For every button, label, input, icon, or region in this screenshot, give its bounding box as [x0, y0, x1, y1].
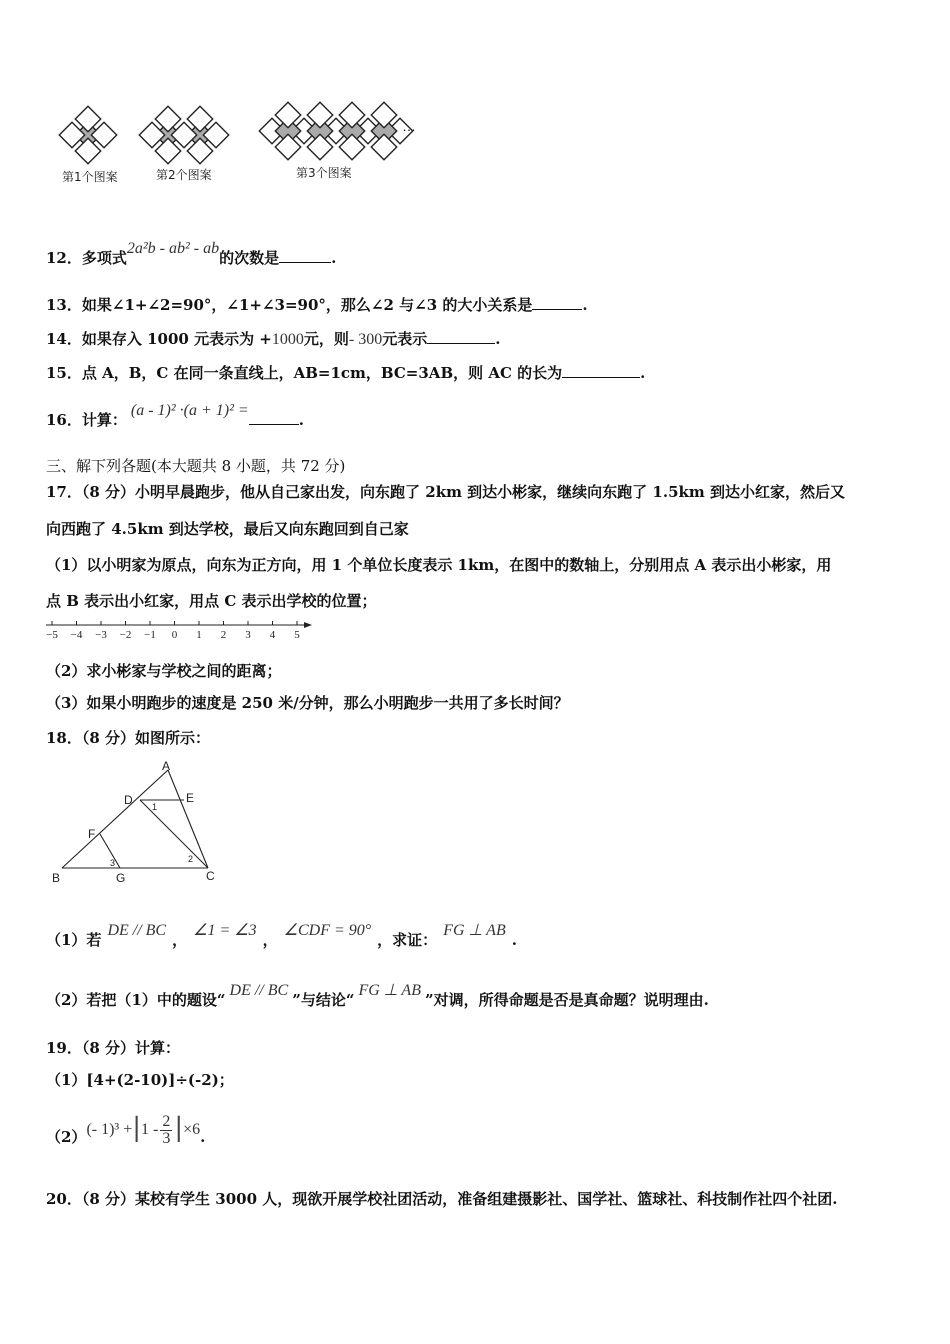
- pattern-ellipsis: …: [402, 118, 416, 134]
- angle-label-2: 2: [188, 854, 194, 864]
- q18-part-1-end: .: [511, 931, 517, 949]
- question-16: [46, 402, 304, 431]
- q18-sep-2: ，: [262, 931, 278, 949]
- tick-label: 1: [196, 629, 202, 641]
- answer-blank[interactable]: [249, 410, 299, 425]
- q16-end: .: [298, 411, 304, 429]
- answer-blank[interactable]: [279, 248, 331, 263]
- q13-end: .: [582, 296, 588, 314]
- answer-blank[interactable]: [427, 329, 495, 344]
- fraction-numerator: 2: [162, 1112, 171, 1130]
- q18-condition-1: DE // BC: [107, 922, 167, 939]
- q18-part-2-condition: DE // BC: [229, 982, 289, 999]
- q12-expression: 2a²b - ab² - ab: [126, 240, 220, 257]
- q17-line-2: 向西跑了 4.5km 到达学校，最后又向东跑回到自己家: [46, 520, 409, 538]
- q19-part-2-end: .: [200, 1128, 206, 1146]
- q19-part-2-term-a: (- 1)³ +: [86, 1121, 133, 1138]
- q16-prefix: 16．计算：: [46, 411, 127, 429]
- caption-pattern-2: 第2个图案: [156, 168, 212, 182]
- q18-condition-2: ∠1 = ∠3: [193, 922, 257, 939]
- q19-part-2-term-b: 1 -: [141, 1121, 159, 1138]
- q19-part-2-prefix: （2）: [46, 1128, 87, 1146]
- caption-pattern-3: 第3个图案: [296, 166, 352, 180]
- tick-label: −4: [70, 629, 83, 641]
- q17-part-1-line-2: 点 B 表示出小红家，用点 C 表示出学校的位置；: [46, 592, 377, 610]
- question-15: [46, 363, 645, 383]
- q18-part-2-suffix: ”对调，所得命题是否是真命题？说明理由.: [424, 991, 709, 1009]
- q18-part-1-prefix: （1）若: [46, 931, 102, 949]
- q14-number-1: 1000: [271, 331, 304, 348]
- q19-right-paren: |: [174, 1113, 184, 1143]
- q12-prefix: 12．多项式: [46, 249, 127, 267]
- q16-expression: (a - 1)² ·(a + 1)² =: [130, 402, 249, 419]
- label-f: F: [88, 827, 96, 841]
- q14-number-2: - 300: [348, 331, 383, 348]
- pattern-figure: [50, 95, 430, 195]
- angle-label-1: 1: [152, 802, 158, 812]
- label-a: A: [162, 760, 171, 773]
- q18-part-2-goal: FG ⊥ AB: [358, 982, 421, 999]
- q17-part-3: （3）如果小明跑步的速度是 250 米/分钟，那么小明跑步一共用了多长时间？: [46, 694, 569, 712]
- q13-text: 13．如果∠1+∠2=90°，∠1+∠3=90°，那么∠2 与∠3 的大小关系是: [46, 296, 533, 314]
- q18-part-1: [46, 922, 517, 951]
- pattern-1: [59, 106, 116, 163]
- q17-part-1-line-1: （1）以小明家为原点，向东为正方向，用 1 个单位长度表示 1km，在图中的数轴上，分别用点 A 表示出小彬家，用: [46, 556, 832, 574]
- q19-fraction: [160, 1114, 172, 1147]
- tick-label: 4: [269, 629, 276, 641]
- label-g: G: [116, 871, 126, 885]
- q14-mid: 元，则: [303, 330, 349, 348]
- answer-blank[interactable]: [562, 363, 640, 378]
- q14-end: .: [495, 330, 501, 348]
- segment-ab: [62, 770, 168, 868]
- axis-arrow: [304, 622, 312, 628]
- tick-label: −1: [144, 629, 156, 641]
- q18-condition-3: ∠CDF = 90°: [283, 922, 372, 939]
- q18-goal: FG ⊥ AB: [443, 922, 506, 939]
- label-b: B: [52, 871, 61, 885]
- pattern-2: [139, 106, 228, 163]
- q12-suffix: 的次数是: [219, 249, 280, 267]
- label-c: C: [206, 869, 215, 883]
- answer-blank[interactable]: [532, 295, 582, 310]
- q18-title: 18．（8 分）如图所示：: [46, 729, 211, 747]
- q18-part-2-mid: ”与结论“: [292, 991, 355, 1009]
- tick-label: −2: [119, 629, 132, 641]
- caption-pattern-1: 第1个图案: [62, 170, 118, 184]
- angle-label-3: 3: [110, 858, 116, 868]
- tick-label: 0: [171, 629, 178, 641]
- tick-label: 5: [294, 629, 300, 641]
- q17-line-1: 17．（8 分）小明早晨跑步，他从自己家出发，向东跑了 2km 到达小彬家，继续向东跑了 1.5km 到达小红家，然后又: [46, 483, 845, 501]
- question-12: [46, 240, 337, 269]
- tick-label: −3: [95, 629, 107, 641]
- q15-text: 15．点 A，B，C 在同一条直线上，AB=1cm，BC=3AB，则 AC 的长为: [46, 364, 563, 382]
- q18-part-2: [46, 982, 709, 1011]
- q18-part-1-mid: ，求证：: [377, 931, 438, 949]
- section-3-title: 三、解下列各题(本大题共 8 小题，共 72 分): [46, 457, 346, 475]
- number-line: [44, 618, 316, 644]
- q12-end: .: [331, 249, 337, 267]
- question-13: [46, 295, 588, 315]
- q19-part-2: [46, 1114, 205, 1158]
- q20-text: 20．（8 分）某校有学生 3000 人，现欲开展学校社团活动，准备组建摄影社、国学社、篮球社、科技制作社四个社团.: [46, 1190, 838, 1208]
- q19-part-2-term-c: ×6: [183, 1121, 201, 1138]
- tick-label: 2: [220, 629, 227, 641]
- fraction-denominator: 3: [162, 1129, 171, 1147]
- q15-end: .: [640, 364, 646, 382]
- q17-part-2: （2）求小彬家与学校之间的距离；: [46, 662, 282, 680]
- tick-label: 3: [245, 629, 251, 641]
- q19-title: 19．（8 分）计算：: [46, 1039, 181, 1057]
- tick-label: −5: [46, 629, 58, 641]
- q19-part-1: （1）[4+(2-10)]÷(-2)；: [46, 1071, 234, 1089]
- q14-suffix: 元表示: [382, 330, 428, 348]
- pattern-3: [259, 102, 412, 159]
- label-e: E: [186, 791, 195, 805]
- question-14: [46, 329, 500, 350]
- segment-dc: [140, 800, 208, 868]
- q19-left-paren: |: [132, 1113, 142, 1143]
- label-d: D: [124, 793, 133, 807]
- q18-sep-1: ，: [172, 931, 188, 949]
- q18-part-2-prefix: （2）若把（1）中的题设“: [46, 991, 226, 1009]
- triangle-figure: [48, 760, 228, 890]
- q14-prefix: 14．如果存入 1000 元表示为 +: [46, 330, 272, 348]
